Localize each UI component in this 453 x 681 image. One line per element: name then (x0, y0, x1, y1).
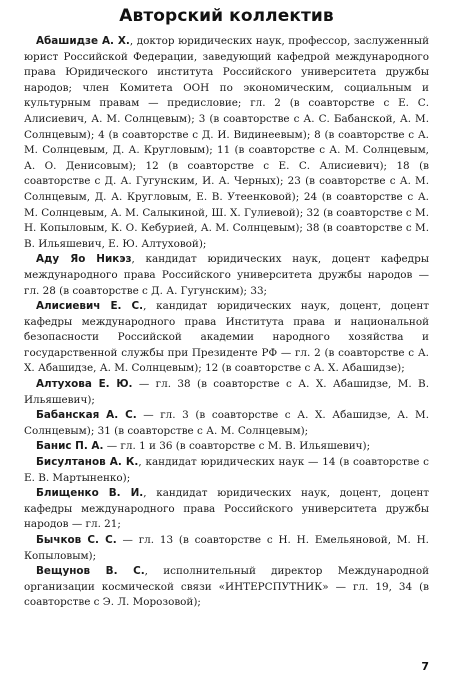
author-description: — гл. 1 и 36 (в соавторстве с М. В. Ильяшевич); (103, 440, 371, 453)
author-entry (24, 34, 429, 252)
author-description: — гл. 38 (в соавторстве с А. Х. Абашидзе, М. В. Ильяшевич); (24, 378, 429, 406)
author-entry (24, 439, 429, 455)
author-description: , исполнительный директор Международной организации космической связи «ИНТЕРСПУТНИК» — гл. 19, 34 (в соавторстве с Э. Л. Морозовой); (24, 565, 430, 609)
author-description: , кандидат юридических наук, доцент, доцент кафедры международного права Российского университета дружбы народов — гл. 21; (24, 487, 430, 531)
author-entry (24, 299, 429, 377)
page-title: Авторский коллектив (119, 6, 334, 26)
author-entry (24, 533, 429, 564)
author-description: , кандидат юридических наук, доцент кафедры международного права Российского университета дружбы народов — гл. 28 (в соавторстве с Д. А. Гугунским); 33; (24, 253, 430, 297)
author-description: — гл. 3 (в соавторстве с А. Х. Абашидзе, А. М. Солнцевым); 31 (в соавторстве с А. М. Солнцевым); (24, 409, 429, 437)
author-description: , кандидат юридических наук — 14 (в соавторстве с Е. В. Мартыненко); (24, 456, 429, 484)
author-name: Вещунов В. С. (36, 565, 145, 578)
author-entry (24, 408, 429, 439)
author-entry (24, 377, 429, 408)
author-list (24, 34, 429, 611)
author-name: Алтухова Е. Ю. (36, 378, 133, 391)
author-entry (24, 455, 429, 486)
author-description: — гл. 13 (в соавторстве с Н. Н. Емельяновой, М. Н. Копыловым); (24, 534, 429, 562)
author-description: , кандидат юридических наук, доцент, доцент кафедры международного права Института права и национальной безопасности Российской академии народного хозяйства и государственной службы при Президенте РФ — гл. 2 (в соавторстве с А. Х. Абашидзе, А. М. Солнцевым); 12 (в соавторстве с А. Х. Абашидзе); (24, 300, 430, 375)
author-name: Бычков С. С. (36, 534, 117, 546)
author-name: Аду Яо Никэз (36, 253, 132, 266)
author-name: Банис П. А. (36, 440, 104, 453)
author-name: Алисиевич Е. С. (36, 300, 144, 313)
author-description: , доктор юридических наук, профессор, заслуженный юрист Российской Федерации, заведующий кафедрой международного права Юридического института Российского университета дружбы народов; член Комитета ООН по экономическим, социальным и культурным правам — предисловие; гл. 2 (в соавторстве с Е. С. Алисиевич, А. М. Солнцевым); 3 (в соавторстве с А. С. Бабанской, А. М. Солнцевым); 4 (в соавторстве с Д. И. Видинеевым); 8 (в соавторстве с А. М. Солнцевым, Д. А. Кругловым); 11 (в соавторстве с А. М. Солнцевым, А. О. Денисовым); 12 (в соавторстве с Е. С. Алисиевич); 18 (в соавторстве с Д. А. Гугунским, И. А. Черных); 23 (в соавторстве с А. М. Солнцевым, Д. А. Кругловым, Е. В. Утеенковой); 24 (в соавторстве с А. М. Солнцевым, А. М. Салыкиной, Ш. Х. Гулиевой); 32 (в соавторстве с М. Н. Копыловым, К. О. Кебурией, А. М. Солнцевым); 38 (в соавторстве с М. В. Ильяшевич, Е. Ю. Алтуховой); (24, 35, 429, 250)
author-name: Бисултанов А. К. (36, 456, 139, 469)
author-entry (24, 564, 429, 611)
author-entry (24, 252, 429, 299)
author-name: Блищенко В. И. (36, 487, 144, 500)
author-name: Бабанская А. С. (36, 409, 137, 422)
page-number: 7 (421, 660, 429, 673)
author-entry (24, 486, 429, 533)
author-name: Абашидзе А. Х. (36, 35, 130, 47)
